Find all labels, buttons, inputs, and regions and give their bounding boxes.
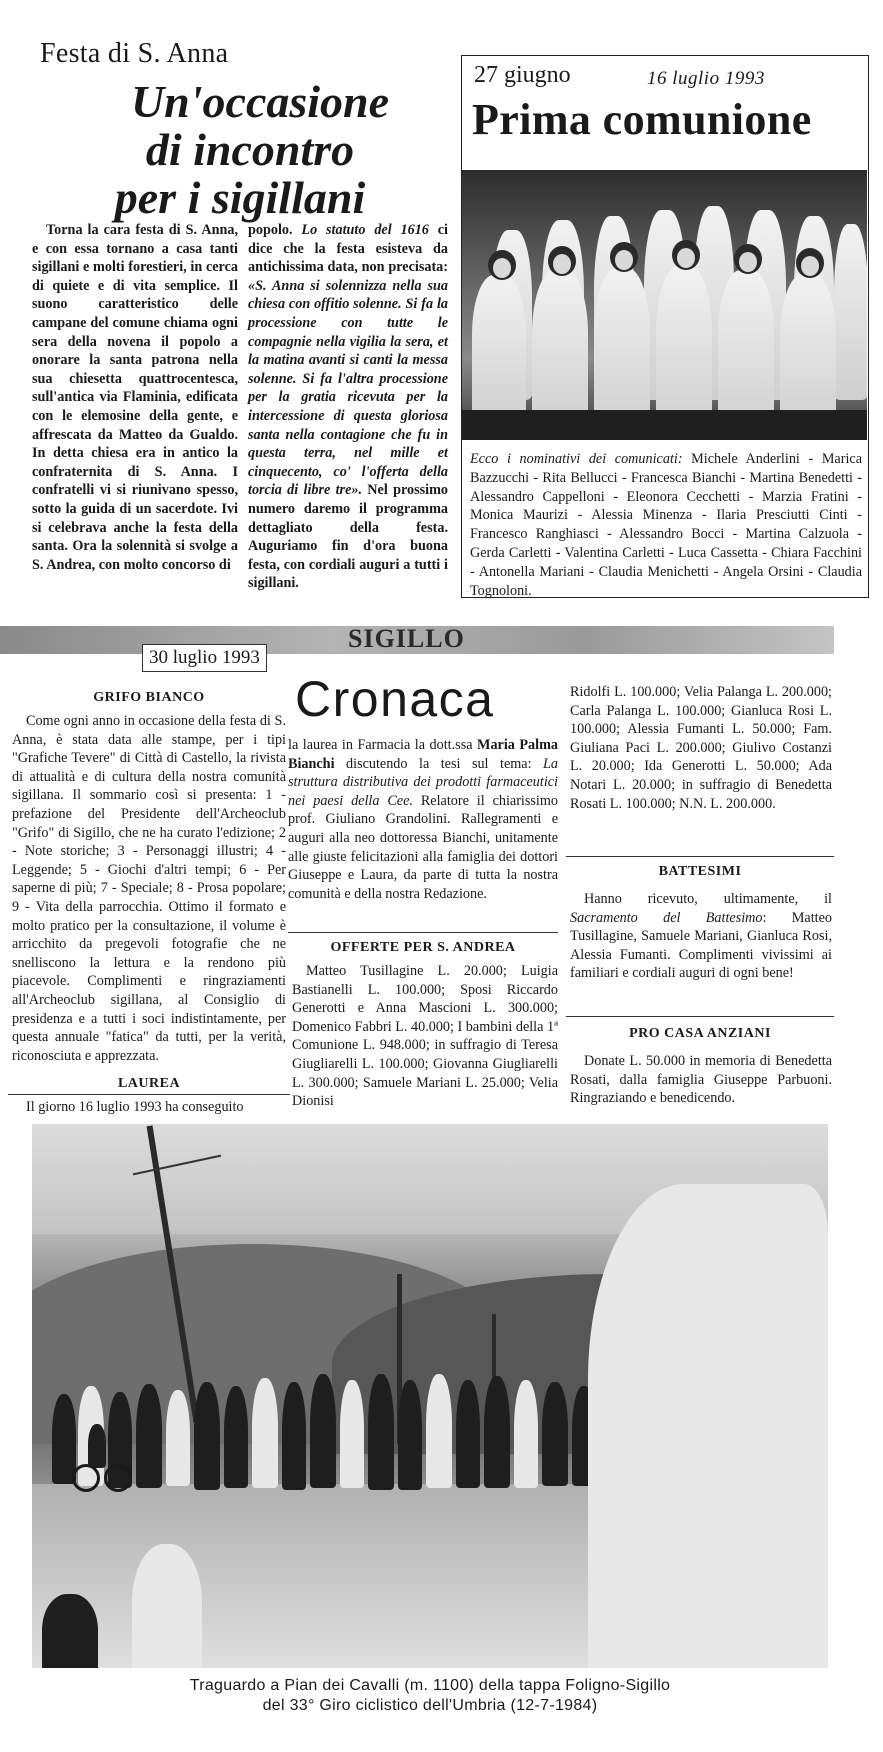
kicker: Festa di S. Anna <box>40 38 229 69</box>
column-rule <box>8 1094 290 1095</box>
sacrament-name: Sacramento del Battesimo <box>570 909 763 926</box>
offerte-text <box>292 962 558 1111</box>
laurea-text-start <box>12 1098 286 1117</box>
headline-line-1: Un'occasione <box>130 76 390 127</box>
statute-quote: «S. Anna si solennizza nella sua chiesa con offitio solenne. Si fa la processione con tutte le compagnie nella vigilia la sera, et la matina avanti si canti la messa solenne. Si fa l'altra processione per la gratia ricevuta per la intercessione di questa gloriosa santa nella contagione che fu in questa terra, nel mille et cinquecento, co' l'offerta della torcia di libre tre». <box>248 277 448 499</box>
article-column-2 <box>248 221 448 593</box>
statute-reference: Lo statuto del 1616 <box>301 222 429 238</box>
caption-names: Michele Anderlini - Marica Bazzucchi - Rita Bellucci - Francesca Bianchi - Martina Benedetti - Alessandro Cappelloni - Eleonora Cecchetti - Marzia Fratini - Monica Maurizi - Alessia Minenza - Ilaria Presciutti Cinti - Francesco Ranghiasci - Alessandro Bocci - Martina Calzuola - Gerda Carletti - Valentina Carletti - Luca Cassetta - Chiara Facchini - Antonella Mariani - Claudia Menichetti - Angela Orsini - Claudia Tognoloni. <box>470 451 862 599</box>
body-text: Il giorno 16 luglio 1993 ha conseguito <box>26 1099 244 1115</box>
body-text: Relatore il chiarissimo prof. Giuliano Grandolini. Rallegramenti e auguri alla neo dottoressa Bianchi, unitamente alle giuste felicitazioni alla famiglia dei dottori Giuseppe e Laura, da parte di tutta la nostra comunità e della nostra Redazione. <box>288 792 558 902</box>
headline-line-2: di incontro <box>145 124 355 175</box>
body-text: popolo. <box>248 222 302 238</box>
section-title: Cronaca <box>295 671 495 727</box>
graduate-name: Maria Palma Bianchi <box>288 737 559 772</box>
photo-caption <box>32 1676 828 1716</box>
article-prima-comunione <box>461 55 869 598</box>
battesimi-text <box>570 890 832 983</box>
body-text: Torna la cara festa di S. Anna, e con essa tornano a casa tanti sigillani e molti forestieri, in cerca di quiete e di vita semplice. Il suono caratteristico delle campane del comune chiama ogni sera della novena il popolo a onorare la santa patrona nella sua chiesetta quattrocentesca, sull'antica via Flaminia, edificata con le elemosine della gente, e affrescata da Matteo da Gualdo. In detta chiesa era in antico la confraternita di S. Anna. I confratelli vi si riunivano spesso, sotto la guida di un sacerdote. Ivi si celebrava anche la festa della santa. Ora la solennità si svolge a S. Andrea, con molto concorso di <box>32 222 238 573</box>
column-rule <box>566 1016 834 1017</box>
body-text: : Matteo Tusillagine, Samuele Mariani, Gianluca Rosi, Alessia Fumanti. Complimenti vivissimi ai familiari e cordiali auguri di ogni bene! <box>570 909 832 982</box>
headline: Prima comunione <box>472 95 812 144</box>
laurea-text-continued <box>288 736 558 903</box>
casa-anziani-heading: PRO CASA ANZIANI <box>629 1026 771 1041</box>
column-rule <box>288 932 558 933</box>
body-text: la laurea in Farmacia la dott.ssa <box>288 737 478 753</box>
banner-date <box>142 644 267 672</box>
body-text: Ridolfi L. 100.000; Velia Palanga L. 200.000; Carla Palanga L. 100.000; Gianluca Rosi L. 100.000; Alessia Fumanti L. 50.000; Fam. Giuliana Paci L. 200.000; Giulivo Costanzi L. 20.000; Ida Generotti L. 50.000; Ada Notari L. 20.000; in suffragio di Benedetta Rosati L. 100.000; N.N. L. 200.000. <box>570 684 832 812</box>
caption-line-2: del 33° Giro ciclistico dell'Umbria (12-7-1984) <box>262 1697 598 1714</box>
photo-caption <box>470 450 862 600</box>
casa-anziani-text <box>570 1052 832 1108</box>
battesimi-heading: BATTESIMI <box>658 864 742 879</box>
body-text: discutendo la tesi sul tema: <box>334 755 544 772</box>
body-text: Come ogni anno in occasione della festa di S. Anna, è stata data alle stampe, per i tipi "Grafiche Tevere" di Città di Castello, la rivista di attualità e di cultura della nostra comunità sigillana. Il sommario così si presenta: 1 - prefazione del Presidente dell'Archeoclub "Grifo" di Sigillo, che ne ha curato l'edizione; 2 - Note storiche; 3 - Personaggi illustri; 4 - Leggende; 5 - Giochi d'altri tempi; 6 - Per saperne di più; 7 - Speciale; 8 - Prosa popolare; 9 - Vita della parrocchia. Ottimo il formato e molto pratico per la consultazione, il volume è arricchito da pregevoli fotografie che ne snelliscono la lettura e la rendono più piacevole. Complimenti e ringraziamenti all'Archeoclub sigillana, al Consiglio di presidenza e a tutti i soci indistintamente, per questa annuale "fatica" da tutti, per la verità, riconosciuta e apprezzata. <box>12 713 286 1064</box>
cycling-race-photo <box>32 1124 828 1668</box>
grifo-bianco-text <box>12 712 286 1065</box>
caption-lead: Ecco i nominativi dei comunicati: <box>470 451 683 467</box>
caption-line-1: Traguardo a Pian dei Cavalli (m. 1100) della tappa Foligno-Sigillo <box>189 1677 671 1694</box>
body-text: Matteo Tusillagine L. 20.000; Luigia Bastianelli L. 100.000; Sposi Riccardo Generotti e Anna Mascioni L. 300.000; Domenico Fabbri L. 40.000; I bambini della 1ª Comunione L. 948.000; in suffragio di Teresa Giugliarelli L. 100.000; Giovanna Giugliarelli L. 300.000; Samuele Mariani L. 25.000; Velia Dionisi <box>292 963 558 1110</box>
body-text <box>570 890 832 983</box>
article-column-1 <box>32 221 238 574</box>
thesis-title: La struttura distributiva dei prodotti farmaceutici nei paesi della Cee. <box>288 755 558 809</box>
body-text: Hanno ricevuto, ultimamente, il <box>584 891 832 907</box>
date-handwritten: 16 luglio 1993 <box>647 68 765 89</box>
laurea-heading: LAUREA <box>117 1076 181 1091</box>
first-communion-photo <box>462 170 867 440</box>
column-rule <box>566 856 834 857</box>
masthead-title: SIGILLO <box>348 624 465 653</box>
body-text: Donate L. 50.000 in memoria di Benedetta Rosati, dalla famiglia Giuseppe Parbuoni. Ringraziando e benedicendo. <box>570 1053 832 1107</box>
offerte-text-continued <box>570 683 832 813</box>
headline <box>40 78 440 222</box>
banner-date-text: 30 luglio 1993 <box>149 647 260 668</box>
body-text: Nel prossimo numero daremo il programma dettagliato della festa. Auguriamo fin d'ora buona festa, con cordiali auguri a tutti i sigillani. <box>248 482 449 592</box>
grifo-bianco-heading: GRIFO BIANCO <box>93 690 205 705</box>
offerte-heading: OFFERTE PER S. ANDREA <box>330 940 516 955</box>
body-text: ci dice che la festa esisteva da antichissima data, non precisata: <box>248 222 448 276</box>
date-printed: 27 giugno <box>474 62 571 88</box>
headline-line-3: per i sigillani <box>114 172 366 223</box>
